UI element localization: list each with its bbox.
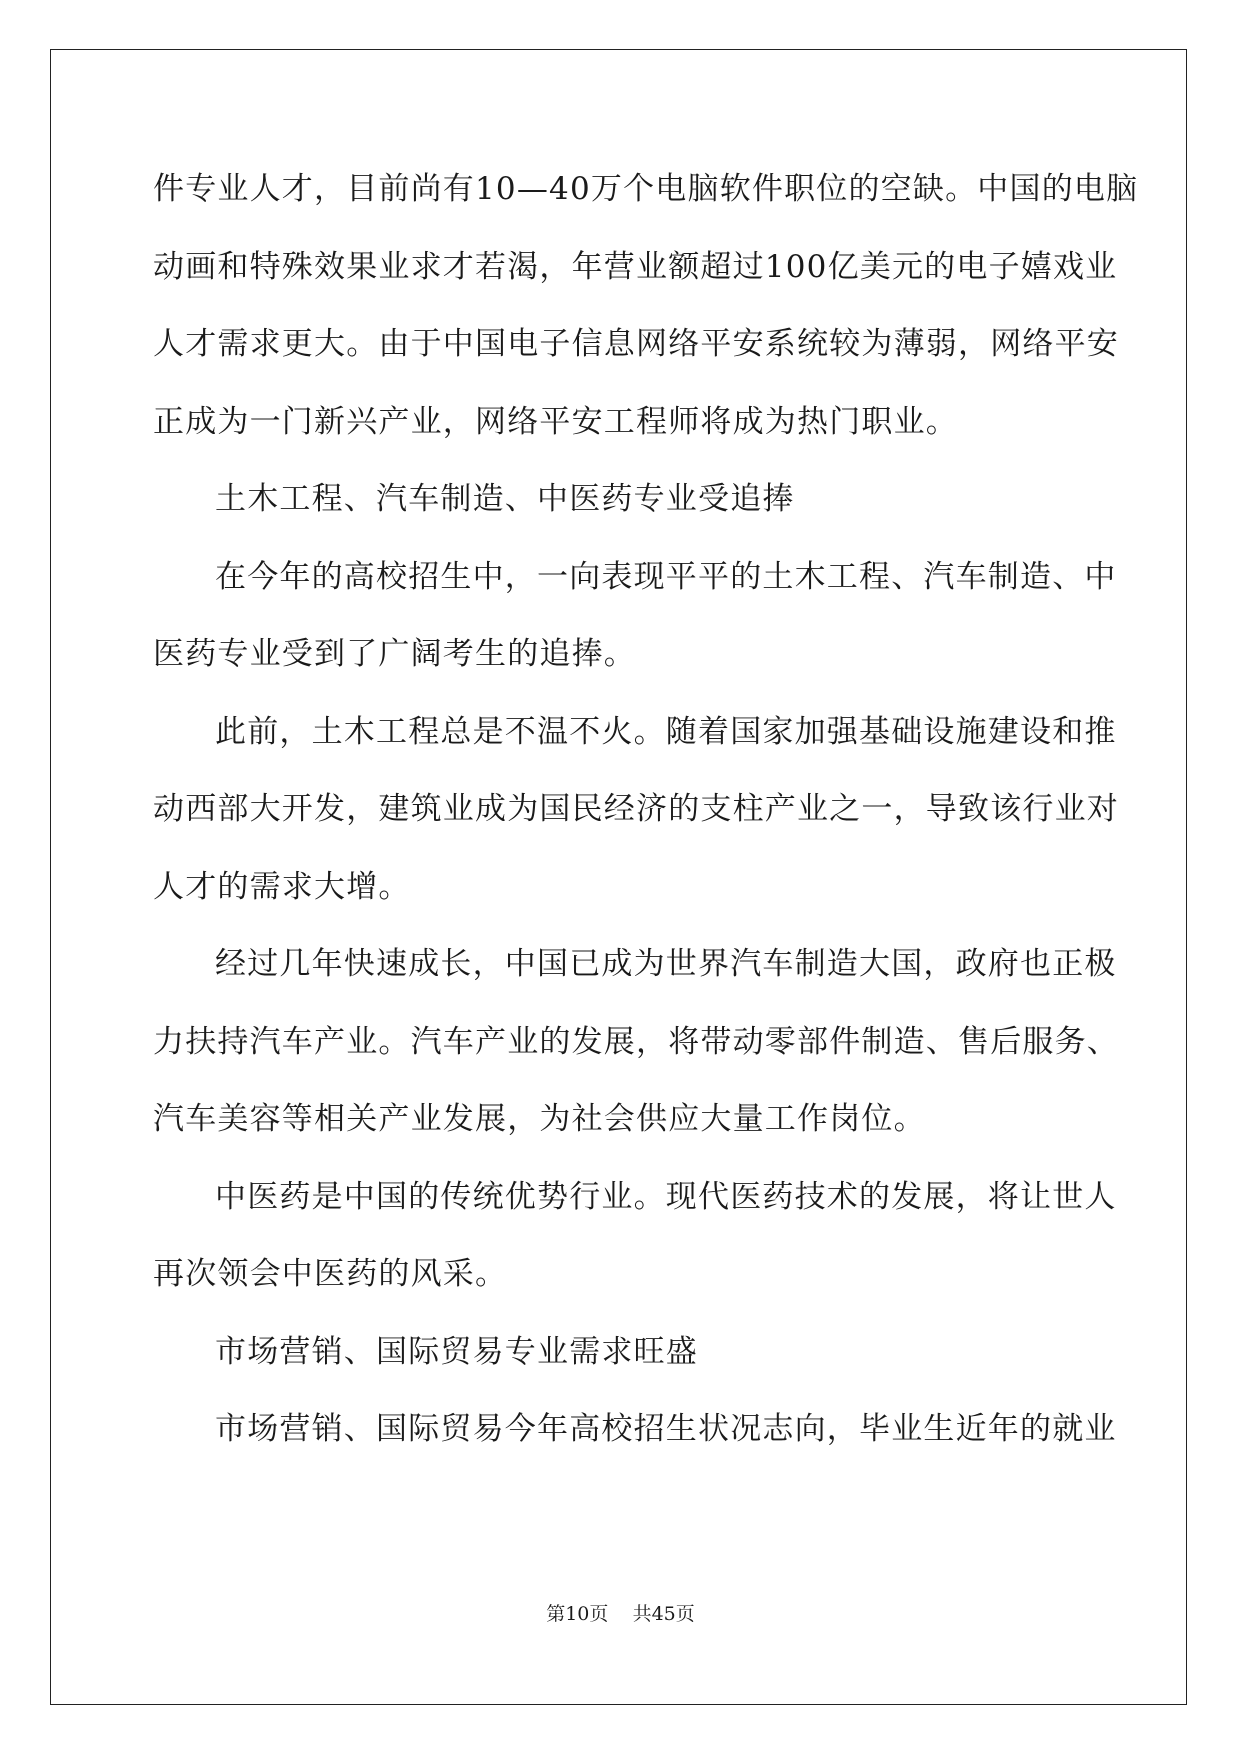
text-line: 此前，土木工程总是不温不火。随着国家加强基础设施建设和推 xyxy=(215,713,1117,750)
text-line: 医药专业受到了广阔考生的追捧。 xyxy=(153,636,636,672)
text-line: 件专业人才，目前尚有10—40万个电脑软件职位的空缺。中国的电脑 xyxy=(153,171,1139,207)
footer-page-number: 10 xyxy=(565,1603,590,1625)
text-line: 再次领会中医药的风采。 xyxy=(153,1256,508,1292)
text-line: 在今年的高校招生中，一向表现平平的土木工程、汽车制造、中 xyxy=(215,558,1117,595)
footer-total-prefix: 共 xyxy=(632,1603,652,1625)
text-line: 人才需求更大。由于中国电子信息网络平安系统较为薄弱，网络平安 xyxy=(153,326,1119,362)
text-line: 人才的需求大增。 xyxy=(153,868,411,905)
text-line: 正成为一门新兴产业，网络平安工程师将成为热门职业。 xyxy=(153,403,958,440)
text-line: 动西部大开发，建筑业成为国民经济的支柱产业之一，导致该行业对 xyxy=(153,791,1119,827)
text-line: 汽车美容等相关产业发展，为社会供应大量工作岗位。 xyxy=(153,1101,926,1137)
text-line: 力扶持汽车产业。汽车产业的发展，将带动零部件制造、售后服务、 xyxy=(153,1023,1119,1060)
footer-total-suffix: 页 xyxy=(675,1603,695,1625)
document-body xyxy=(153,160,1139,1478)
footer-total-pages: 45 xyxy=(651,1603,676,1625)
text-line: 市场营销、国际贸易专业需求旺盛 xyxy=(215,1333,698,1370)
footer-page-prefix: 第 xyxy=(546,1603,566,1625)
page-footer xyxy=(0,1601,1241,1627)
text-line: 动画和特殊效果业求才若渴，年营业额超过100亿美元的电子嬉戏业 xyxy=(153,248,1118,285)
text-line: 经过几年快速成长，中国已成为世界汽车制造大国，政府也正极 xyxy=(215,946,1117,982)
text-line: 中医药是中国的传统优势行业。现代医药技术的发展，将让世人 xyxy=(215,1178,1117,1215)
footer-page-suffix: 页 xyxy=(589,1603,609,1625)
text-line: 市场营销、国际贸易今年高校招生状况志向，毕业生近年的就业 xyxy=(215,1411,1117,1447)
text-line: 土木工程、汽车制造、中医药专业受追捧 xyxy=(215,481,795,517)
